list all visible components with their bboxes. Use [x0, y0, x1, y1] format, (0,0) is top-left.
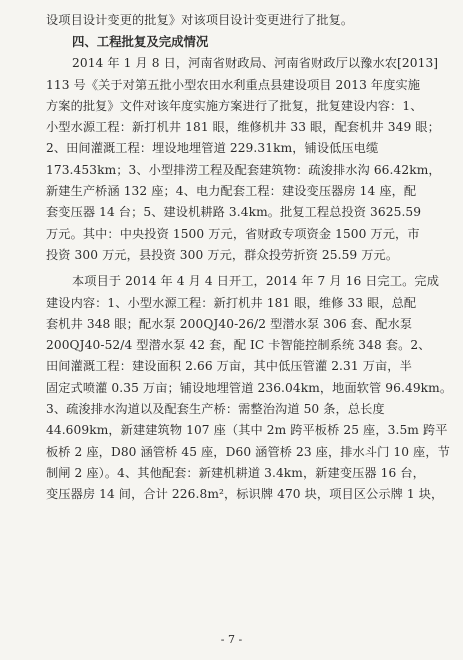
text-line: 2、田间灌溉工程：埋设地埋管道 229.31km，铺设低压电缆	[46, 141, 379, 156]
text-line: 2014 年 1 月 8 日，河南省财政局、河南省财政厅以豫水农[2013]	[72, 56, 439, 71]
text-line: 113 号《关于对第五批小型农田水利重点县建设项目 2013 年度实施	[46, 77, 421, 92]
paragraph-approval	[46, 53, 441, 266]
text-line: 田间灌溉工程：建设面积 2.66 万亩，其中低压管灌 2.31 万亩，半	[46, 359, 412, 374]
paragraph-completion	[46, 271, 453, 505]
text-line: 制闸 2 座）。4、其他配套：新建机耕道 3.4km，新建变压器 16 台，	[46, 465, 425, 480]
page-number: - 7 -	[220, 633, 243, 646]
text-line: 变压器房 14 间，合计 226.8m²，标识牌 470 块，项目区公示牌 1 块，	[46, 487, 444, 502]
text-line: 3、疏浚排水沟道以及配套生产桥：需整治沟道 50 条，总长度	[46, 402, 385, 417]
section-heading: 四、工程批复及完成情况	[72, 34, 209, 50]
text-line: 200QJ40-52/4 型潜水泵 42 套，配 IC 卡智能控制系统 348 套。2、	[46, 338, 431, 353]
text-line: 本项目于 2014 年 4 月 4 日开工，2014 年 7 月 16 日完工。完成	[72, 274, 439, 289]
text-line: 投资 300 万元，县投资 300 万元，群众投劳折资 25.59 万元。	[46, 247, 399, 262]
text-line: 固定式喷灌 0.35 万亩；铺设地埋管道 236.04km，地面软管 96.49km。	[46, 380, 453, 395]
text-line: 设项目设计变更的批复》对该项目设计变更进行了批复。	[46, 13, 354, 27]
text-line: 173.453km；3、小型排涝工程及配套建筑物：疏浚排水沟 66.42km，	[46, 162, 441, 177]
text-line: 建设内容：1、小型水源工程：新打机井 181 眼，维修 33 眼，总配	[46, 295, 417, 310]
text-line: 44.609km，新建建筑物 107 座（其中 2m 跨平板桥 25 座，3.5m 跨平	[46, 423, 448, 438]
text-line: 方案的批复》文件对该年度实施方案进行了批复，批复建设内容：1、	[46, 98, 423, 113]
text-line: 万元。其中：中央投资 1500 万元，省财政专项资金 1500 万元，市	[46, 226, 420, 241]
text-line: 新建生产桥涵 132 座；4、电力配套工程：建设变压器房 14 座，配	[46, 184, 417, 199]
text-line: 套变压器 14 台；5、建设机耕路 3.4km。批复工程总投资 3625.59	[46, 205, 422, 220]
text-line: 小型水源工程：新打机井 181 眼，维修机井 33 眼，配套机井 349 眼；	[46, 120, 440, 135]
text-line: 套机井 348 眼；配水泵 200QJ40-26/2 型潜水泵 306 套、配水泵	[46, 316, 413, 331]
text-line: 板桥 2 座，D80 涵管桥 45 座，D60 涵管桥 23 座，排水斗门 10 座，节	[46, 444, 450, 459]
paragraph-intro	[46, 10, 433, 31]
